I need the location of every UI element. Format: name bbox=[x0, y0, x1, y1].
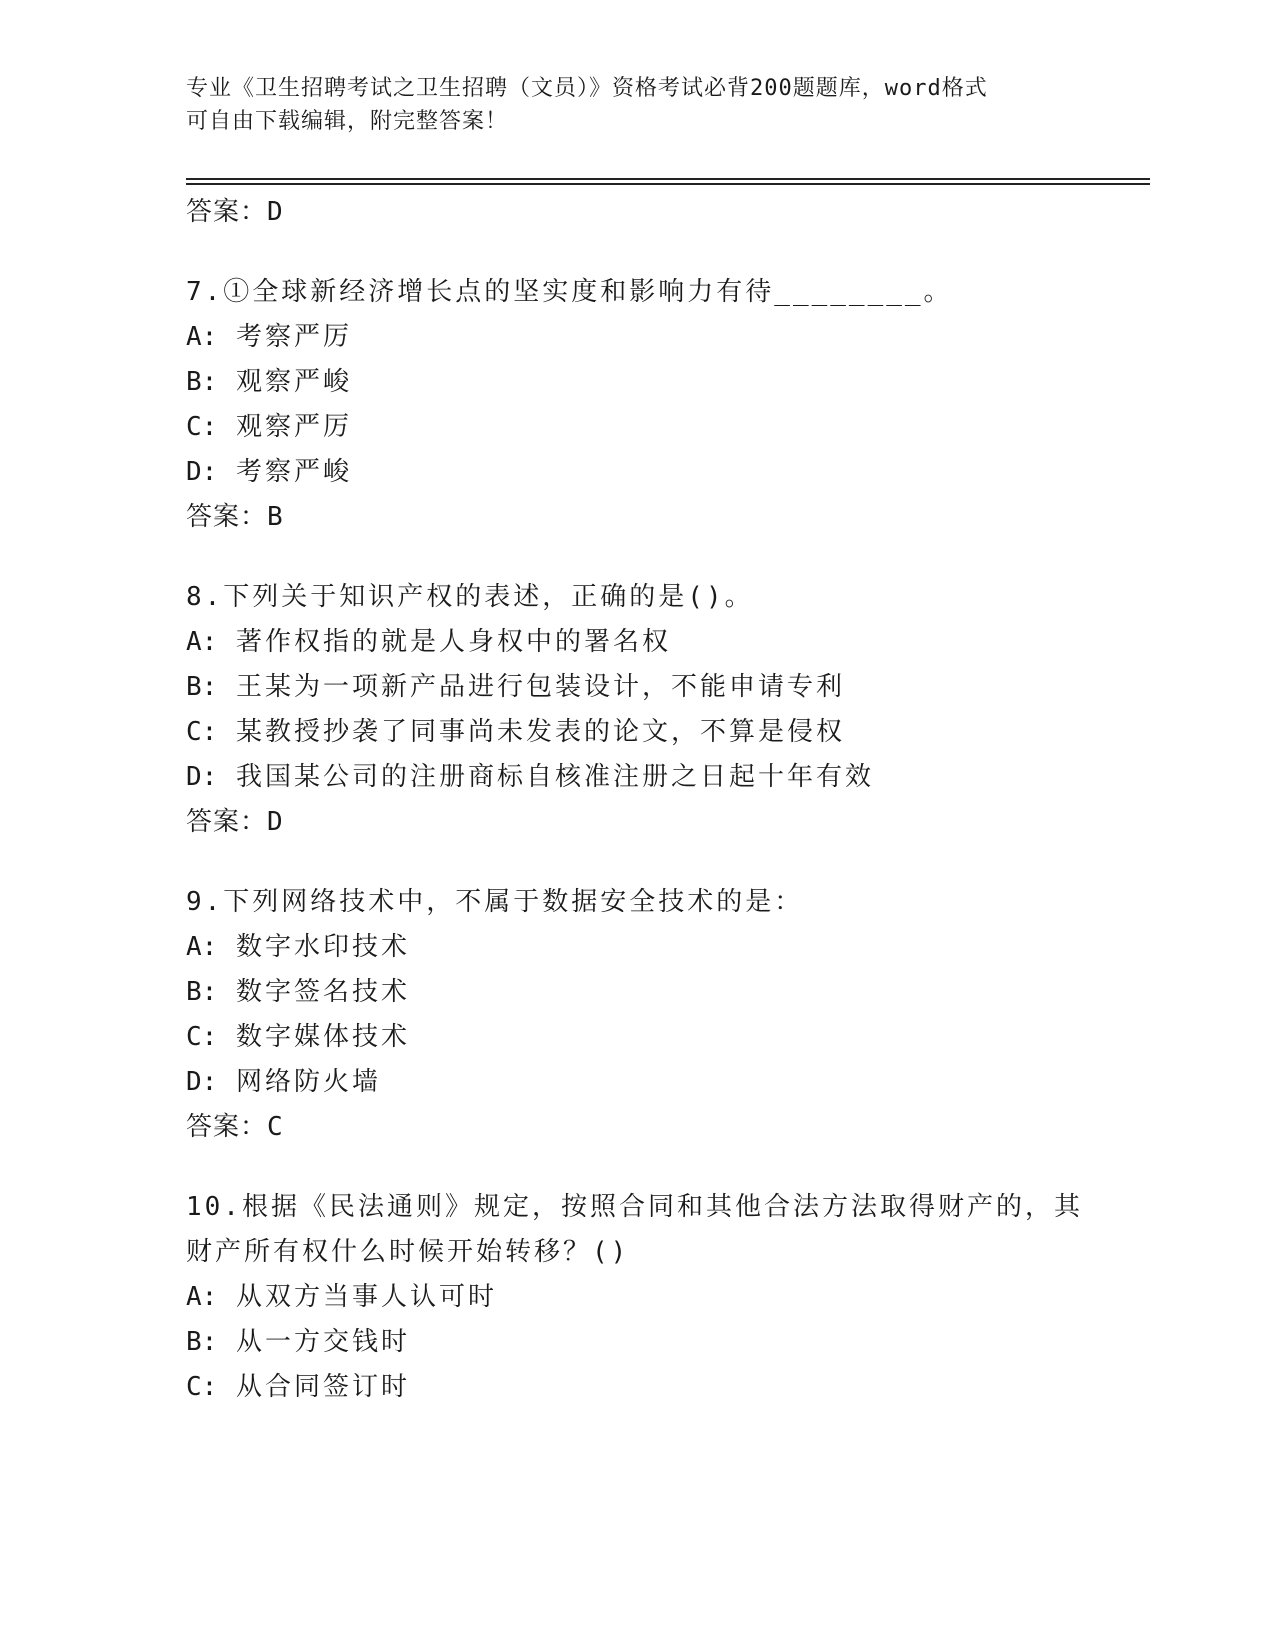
header-line-1: 专业《卫生招聘考试之卫生招聘（文员）》资格考试必背200题题库，word格式 bbox=[186, 76, 988, 101]
option-text: 从双方当事人认可时 bbox=[235, 1282, 497, 1312]
option-letter: B: bbox=[186, 1327, 218, 1357]
option-d bbox=[186, 450, 1086, 495]
header-divider-top bbox=[186, 178, 1150, 180]
option-letter: C: bbox=[186, 412, 218, 442]
option-a bbox=[186, 315, 1086, 360]
option-text: 我国某公司的注册商标自核准注册之日起十年有效 bbox=[235, 762, 874, 792]
option-c bbox=[186, 405, 1086, 450]
spacer bbox=[186, 540, 1086, 575]
answer-label: 答案： bbox=[186, 197, 268, 227]
spacer bbox=[186, 845, 1086, 880]
question-list bbox=[186, 190, 1086, 1410]
option-d bbox=[186, 755, 1086, 800]
option-text: 观察严峻 bbox=[235, 367, 352, 397]
option-letter: C: bbox=[186, 1022, 218, 1052]
option-b bbox=[186, 1320, 1086, 1365]
option-text: 数字签名技术 bbox=[235, 977, 410, 1007]
option-text: 著作权指的就是人身权中的署名权 bbox=[235, 627, 671, 657]
option-text: 考察严峻 bbox=[235, 457, 352, 487]
option-letter: A: bbox=[186, 1282, 218, 1312]
question-text: 8.下列关于知识产权的表述，正确的是()。 bbox=[186, 582, 754, 612]
answer-line bbox=[186, 1105, 1086, 1150]
option-text: 某教授抄袭了同事尚未发表的论文，不算是侵权 bbox=[235, 717, 845, 747]
option-letter: B: bbox=[186, 672, 218, 702]
answer-line bbox=[186, 190, 1086, 235]
answer-value: C bbox=[267, 1112, 284, 1142]
question-text-line-1: 10.根据《民法通则》规定，按照合同和其他合法方法取得财产的，其 bbox=[186, 1192, 1083, 1222]
option-letter: D: bbox=[186, 1067, 218, 1097]
option-text: 数字水印技术 bbox=[235, 932, 410, 962]
answer-label: 答案： bbox=[186, 807, 268, 837]
question-8 bbox=[186, 575, 1086, 620]
option-a bbox=[186, 925, 1086, 970]
option-text: 从一方交钱时 bbox=[235, 1327, 410, 1357]
spacer bbox=[186, 1150, 1086, 1185]
spacer bbox=[186, 235, 1086, 270]
option-text: 观察严厉 bbox=[235, 412, 352, 442]
question-10 bbox=[186, 1185, 1086, 1275]
question-text: 7.①全球新经济增长点的坚实度和影响力有待________。 bbox=[186, 277, 953, 307]
option-letter: D: bbox=[186, 457, 218, 487]
header-line-2: 可自由下载编辑，附完整答案！ bbox=[186, 109, 509, 134]
answer-label: 答案： bbox=[186, 1112, 268, 1142]
option-letter: A: bbox=[186, 322, 218, 352]
option-d bbox=[186, 1060, 1086, 1105]
answer-value: D bbox=[267, 197, 284, 227]
option-letter: C: bbox=[186, 1372, 218, 1402]
answer-line bbox=[186, 800, 1086, 845]
header-divider-bottom bbox=[186, 183, 1150, 185]
option-a bbox=[186, 1275, 1086, 1320]
question-9 bbox=[186, 880, 1086, 925]
answer-value: D bbox=[267, 807, 284, 837]
option-letter: B: bbox=[186, 367, 218, 397]
option-text: 数字媒体技术 bbox=[235, 1022, 410, 1052]
option-letter: A: bbox=[186, 932, 218, 962]
question-text: 9.下列网络技术中，不属于数据安全技术的是： bbox=[186, 887, 804, 917]
answer-value: B bbox=[267, 502, 284, 532]
option-letter: D: bbox=[186, 762, 218, 792]
option-letter: B: bbox=[186, 977, 218, 1007]
option-b bbox=[186, 665, 1086, 710]
option-text: 从合同签订时 bbox=[235, 1372, 410, 1402]
option-text: 网络防火墙 bbox=[235, 1067, 381, 1097]
option-letter: C: bbox=[186, 717, 218, 747]
answer-line bbox=[186, 495, 1086, 540]
option-letter: A: bbox=[186, 627, 218, 657]
option-text: 王某为一项新产品进行包装设计，不能申请专利 bbox=[235, 672, 845, 702]
option-c bbox=[186, 1365, 1086, 1410]
answer-label: 答案： bbox=[186, 502, 268, 532]
question-7 bbox=[186, 270, 1086, 315]
option-text: 考察严厉 bbox=[235, 322, 352, 352]
option-b bbox=[186, 970, 1086, 1015]
option-c bbox=[186, 710, 1086, 755]
question-text-line-2: 财产所有权什么时候开始转移？() bbox=[186, 1237, 630, 1267]
option-a bbox=[186, 620, 1086, 665]
option-c bbox=[186, 1015, 1086, 1060]
option-b bbox=[186, 360, 1086, 405]
document-header bbox=[186, 72, 1066, 138]
